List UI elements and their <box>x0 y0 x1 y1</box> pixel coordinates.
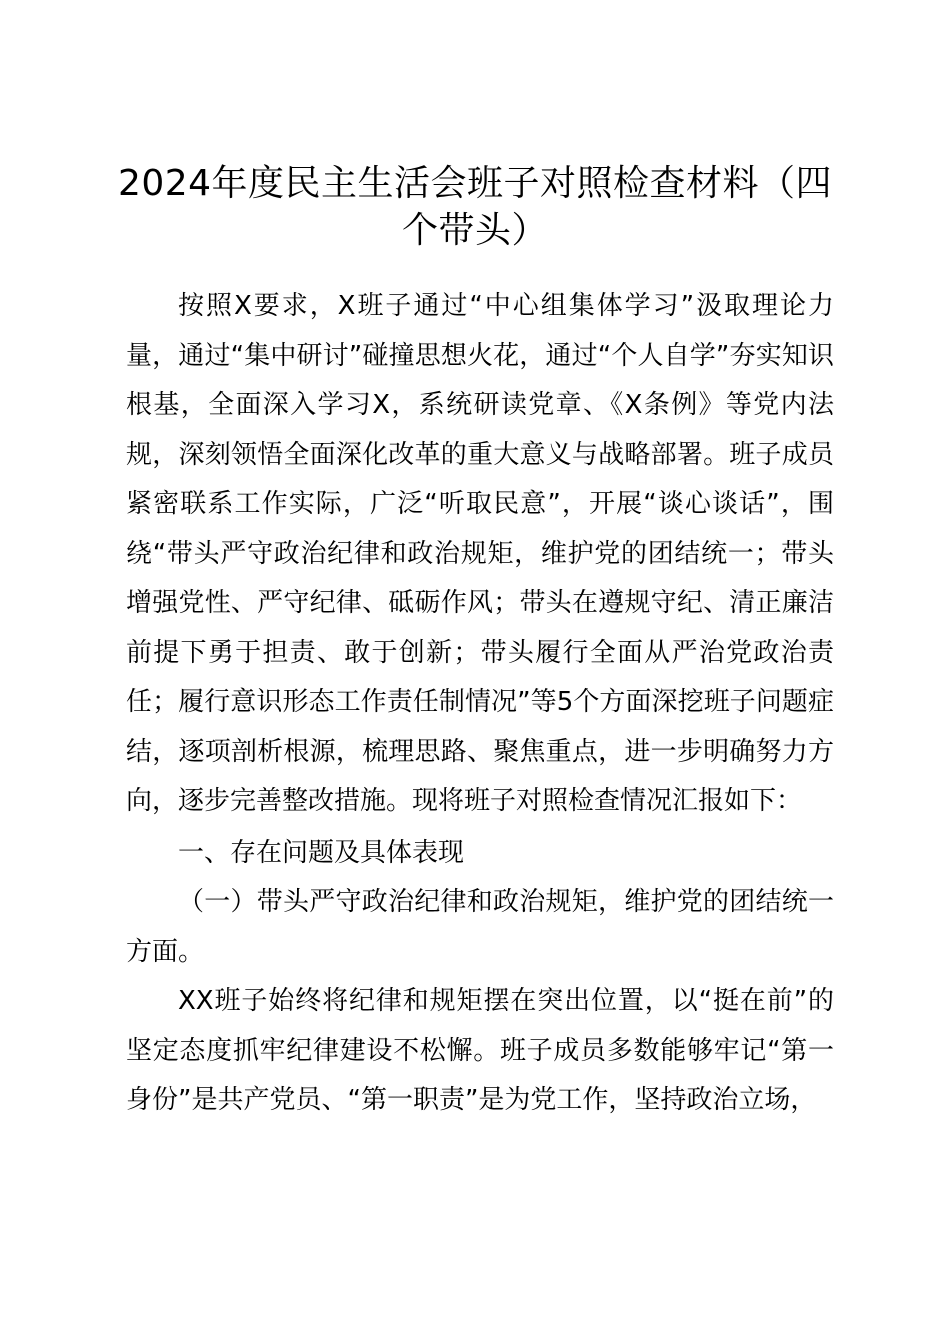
subsection-heading: （一）带头严守政治纪律和政治规矩，维护党的团结统一方面。 <box>126 887 834 967</box>
intro-paragraph: 按照X要求，X班子通过“中心组集体学习”汲取理论力量，通过“集中研讨”碰撞思想火花，通过“个人自学”夯实知识根基，全面深入学习X，系统研读党章、《X条例》等党内法规，深刻领悟全面深化改革的重大意义与战略部署。班子成员紧密联系工作实际，广泛“听取民意”，开展“谈心谈话”，围绕“带头严守政治纪律和政治规矩，维护党的团结统一；带头增强党性、严守纪律、砥砺作风；带头在遵规守纪、清正廉洁前提下勇于担责、敢于创新；带头履行全面从严治党政治责任；履行意识形态工作责任制情况”等5个方面深挖班子问题症结，逐项剖析根源，梳理思路、聚焦重点，进一步明确努力方向，逐步完善整改措施。现将班子对照检查情况汇报如下： <box>126 291 834 816</box>
document-body <box>126 282 834 1126</box>
document-title: 2024年度民主生活会班子对照检查材料（四个带头） <box>117 163 833 251</box>
body-paragraph: XX班子始终将纪律和规矩摆在突出位置，以“挺在前”的坚定态度抓牢纪律建设不松懈。班子成员多数能够牢记“第一身份”是共产党员、“第一职责”是为党工作，坚持政治立场， <box>126 986 834 1115</box>
section-heading: 一、存在问题及具体表现 <box>178 837 465 868</box>
